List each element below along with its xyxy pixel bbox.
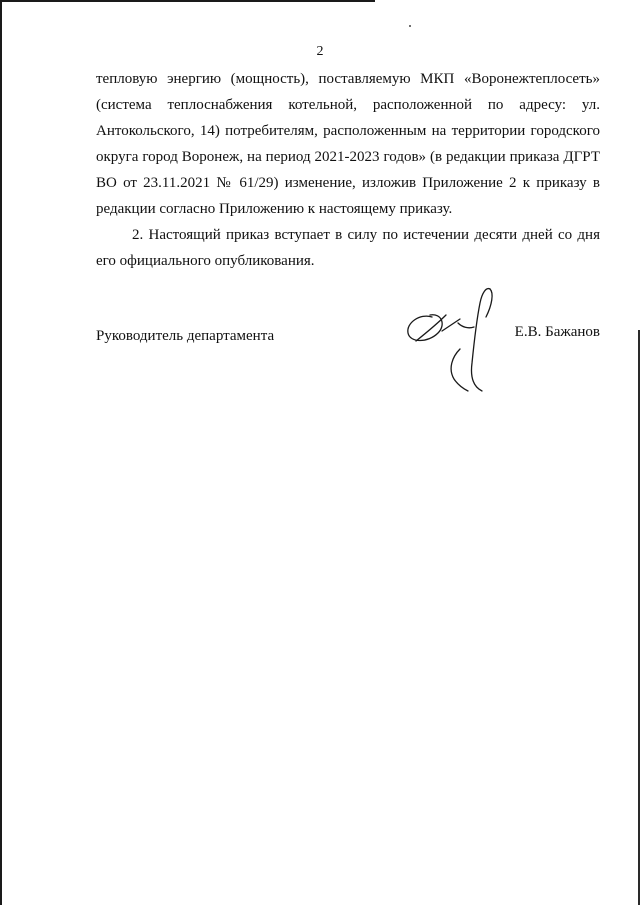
page-number: 2: [316, 44, 324, 59]
body-line-4: округа город Воронеж, на период 2021-2023 годов» (в редакции приказа ДГРТ: [96, 149, 600, 165]
signatory-name: Е.В. Бажанов: [514, 324, 600, 340]
body-line-6: редакции согласно Приложению к настоящему приказу.: [96, 201, 453, 217]
body-line-2: (система теплоснабжения котельной, расположенной по адресу: ул.: [96, 97, 600, 113]
handwritten-signature-icon: [402, 283, 502, 395]
body-line-3: Антокольского, 14) потребителям, расположенным на территории городского: [96, 123, 600, 139]
scan-speck: [409, 25, 411, 27]
body-line-8: его официального опубликования.: [96, 253, 315, 269]
document-body: [96, 66, 600, 274]
scan-edge-top: [0, 0, 375, 2]
signatory-title: Руководитель департамента: [96, 328, 275, 344]
body-line-7: 2. Настоящий приказ вступает в силу по истечении десяти дней со дня: [132, 227, 600, 243]
body-line-5: ВО от 23.11.2021 № 61/29) изменение, изложив Приложение 2 к приказу в: [96, 175, 600, 191]
scan-edge-left: [0, 0, 2, 905]
body-line-1: тепловую энергию (мощность), поставляемую МКП «Воронежтеплосеть»: [96, 71, 600, 87]
